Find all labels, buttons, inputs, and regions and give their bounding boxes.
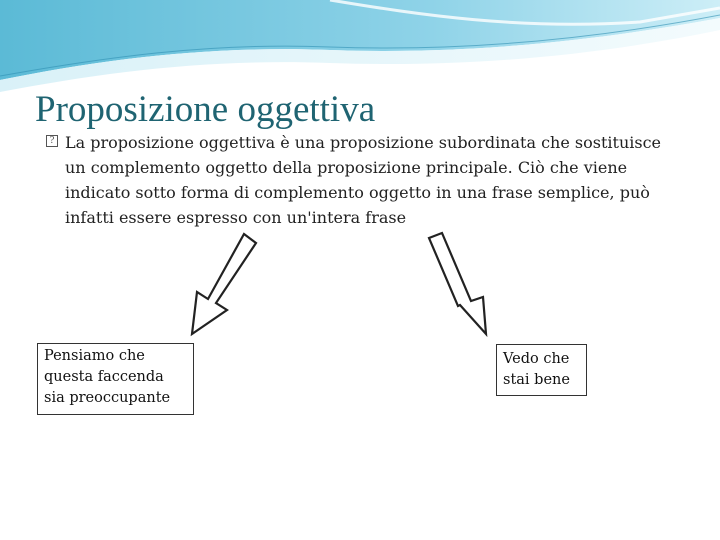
example-box-left: Pensiamo che questa faccenda sia preoccupante bbox=[37, 343, 194, 415]
bullet-text: La proposizione oggettiva è una proposizione subordinata che sostituisce un complemento oggetto della proposizione principale. Ciò che viene indicato sotto forma di complemento oggetto in una frase semplice, può infatti essere espresso con un'intera frase bbox=[65, 133, 662, 227]
slide-title: Proposizione oggettiva bbox=[35, 89, 376, 130]
arrow-down-left-icon bbox=[192, 234, 256, 334]
example-box-right: Vedo che stai bene bbox=[496, 344, 587, 396]
arrow-down-right-icon bbox=[429, 233, 486, 334]
square-bullet-icon: ? bbox=[46, 135, 58, 147]
